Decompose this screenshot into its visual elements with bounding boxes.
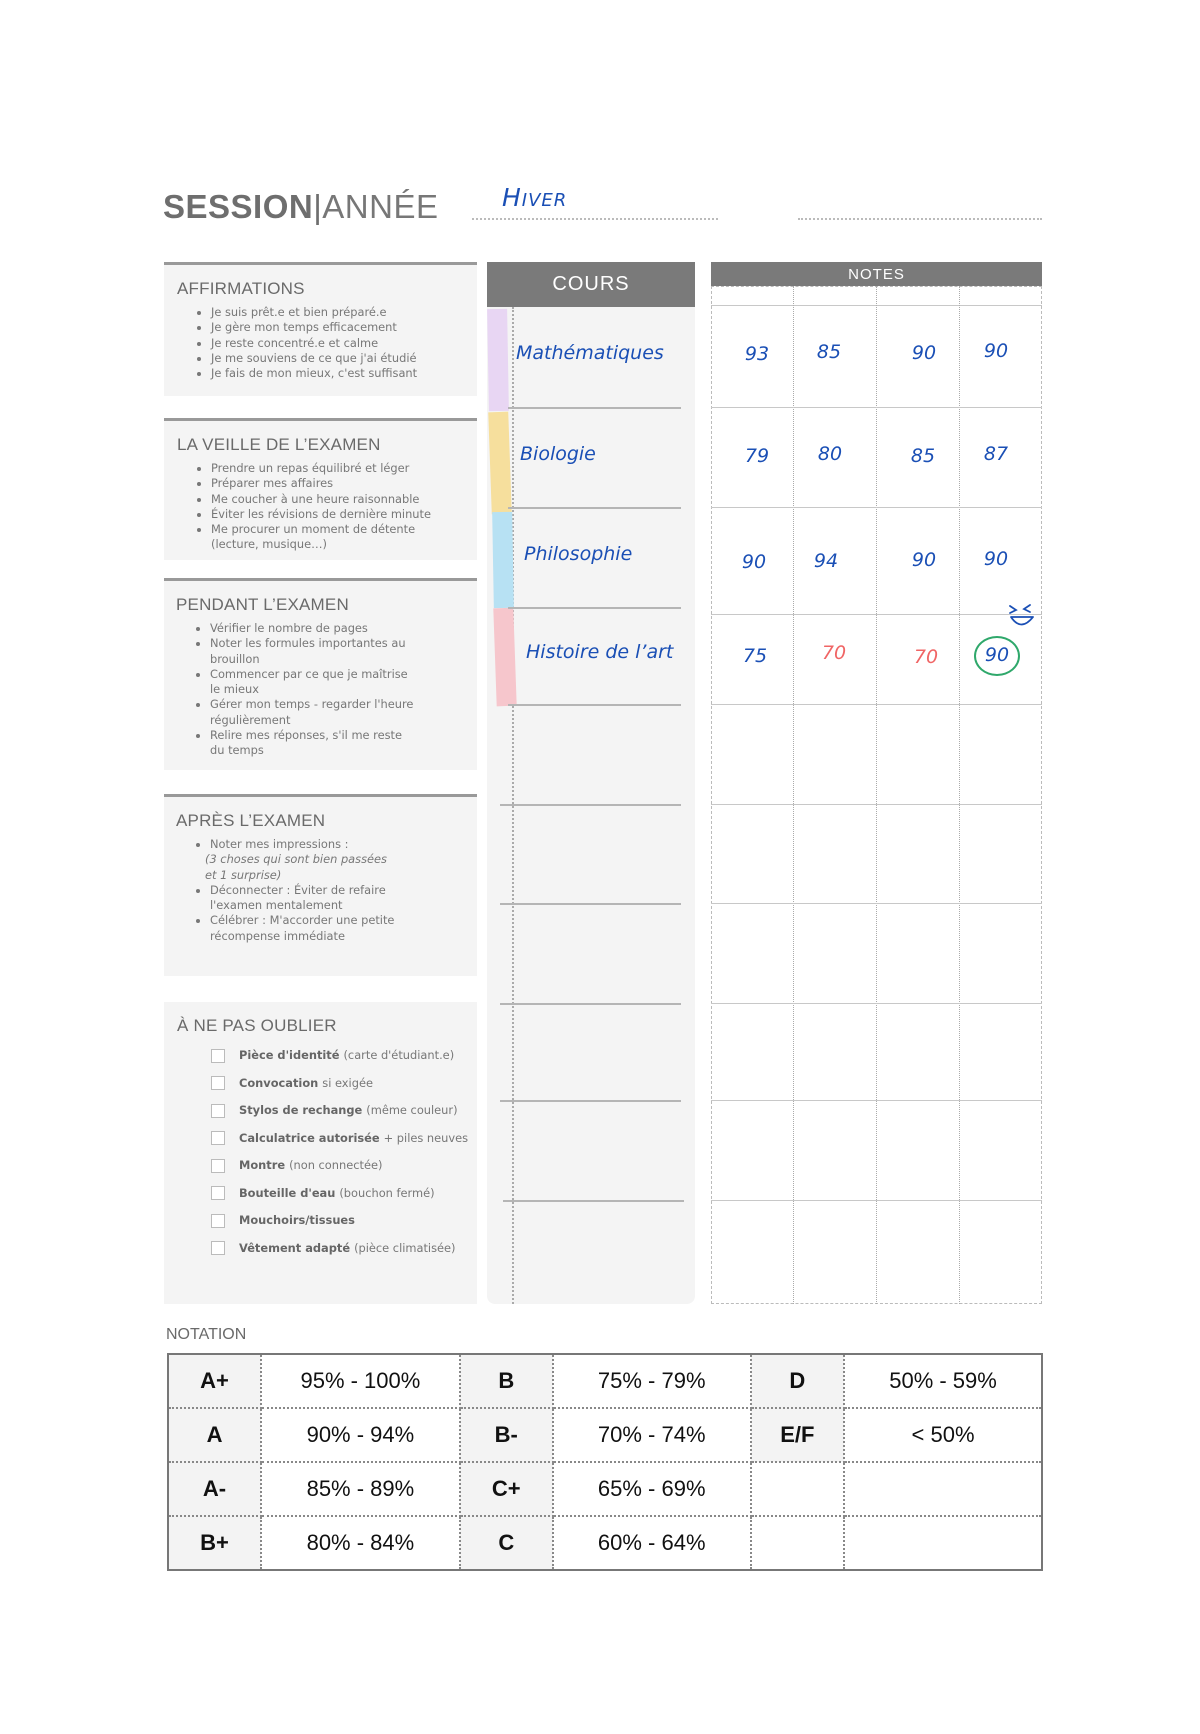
list-item: • Prendre un repas équilibré et léger bbox=[211, 461, 437, 476]
letter-grade-empty bbox=[751, 1516, 844, 1570]
color-tab-2 bbox=[488, 412, 512, 515]
course-name-4[interactable]: Histoire de l’art bbox=[526, 641, 674, 663]
grade-cell[interactable]: 93 bbox=[744, 343, 770, 365]
year-field-line[interactable] bbox=[798, 218, 1042, 220]
grade-range: 85% - 89% bbox=[261, 1462, 460, 1516]
season-field-line bbox=[472, 218, 718, 220]
course-name-3[interactable]: Philosophie bbox=[524, 543, 633, 565]
letter-grade: C bbox=[460, 1516, 553, 1570]
color-tab-3 bbox=[492, 512, 514, 608]
list-item: • Vérifier le nombre de pages bbox=[210, 621, 417, 636]
checkbox[interactable] bbox=[211, 1076, 225, 1090]
checklist-item-bold: Stylos de rechange bbox=[239, 1103, 363, 1118]
grade-highlight-circle bbox=[974, 636, 1020, 676]
checkbox[interactable] bbox=[211, 1186, 225, 1200]
title-separator: | bbox=[313, 188, 323, 225]
apres-box bbox=[164, 794, 477, 976]
list-item: • Éviter les révisions de dernière minute bbox=[211, 507, 437, 522]
checklist-item-note: (même couleur) bbox=[366, 1103, 458, 1118]
notation-title: NOTATION bbox=[166, 1326, 247, 1343]
grade-cell[interactable]: 90 bbox=[984, 644, 1010, 666]
checklist-item-bold: Vêtement adapté bbox=[239, 1240, 351, 1255]
checklist-item[interactable] bbox=[211, 1180, 477, 1208]
list-item: • Me procurer un moment de détente (lecture, musique…) bbox=[211, 522, 437, 553]
list-item: • Célébrer : M'accorder une petite récompense immédiate bbox=[210, 913, 437, 944]
letter-grade: B- bbox=[460, 1408, 553, 1462]
notes-row-line bbox=[711, 407, 1042, 408]
notes-row-line bbox=[711, 507, 1042, 508]
notes-row-line bbox=[711, 614, 1042, 615]
checklist-item-note: (non connectée) bbox=[289, 1158, 383, 1173]
course-row-line bbox=[508, 607, 681, 609]
notes-header: NOTES bbox=[711, 262, 1042, 286]
checklist-item-bold: Calculatrice autorisée bbox=[239, 1130, 380, 1145]
list-item: • Déconnecter : Éviter de refaire l'examen mentalement bbox=[210, 883, 437, 914]
letter-grade: C+ bbox=[460, 1462, 553, 1516]
list-item: • Noter les formules importantes au brouillon bbox=[210, 636, 417, 667]
checklist-box bbox=[164, 1002, 477, 1304]
grade-range: 95% - 100% bbox=[261, 1354, 460, 1408]
course-row-line bbox=[500, 1003, 681, 1005]
checklist-item-bold: Bouteille d'eau bbox=[239, 1185, 336, 1200]
veille-box bbox=[164, 418, 477, 560]
list-item: • Préparer mes affaires bbox=[211, 476, 437, 491]
page-title bbox=[163, 188, 439, 226]
affirmations-box bbox=[164, 262, 477, 396]
grade-range: 80% - 84% bbox=[261, 1516, 460, 1570]
list-item: • Je me souviens de ce que j'ai étudié bbox=[211, 351, 477, 366]
grade-cell[interactable]: 85 bbox=[910, 445, 936, 467]
table-row bbox=[168, 1462, 1042, 1516]
grade-cell[interactable]: 90 bbox=[911, 549, 937, 571]
checklist-item-note: (carte d'étudiant.e) bbox=[343, 1048, 455, 1063]
notes-row-line bbox=[711, 903, 1042, 904]
checklist-item-bold: Mouchoirs/tissues bbox=[239, 1213, 355, 1228]
grade-cell[interactable]: 90 bbox=[741, 551, 767, 573]
course-row-line bbox=[503, 1200, 684, 1202]
grade-cell[interactable]: 90 bbox=[983, 548, 1009, 570]
notes-row-line bbox=[711, 1003, 1042, 1004]
course-row-line bbox=[500, 1100, 681, 1102]
checkbox[interactable] bbox=[211, 1049, 225, 1063]
checklist-item-note: (pièce climatisée) bbox=[354, 1240, 456, 1255]
checklist-item-bold: Montre bbox=[239, 1158, 286, 1173]
apres-title: APRÈS L’EXAMEN bbox=[176, 811, 326, 830]
grade-range: 50% - 59% bbox=[844, 1354, 1042, 1408]
grade-cell[interactable]: 90 bbox=[983, 340, 1009, 362]
checklist-item[interactable] bbox=[211, 1097, 477, 1125]
grade-cell[interactable]: 75 bbox=[742, 645, 768, 667]
letter-grade: E/F bbox=[751, 1408, 844, 1462]
checkbox[interactable] bbox=[211, 1104, 225, 1118]
checklist-item-bold: Pièce d'identité bbox=[239, 1048, 340, 1063]
notes-col-divider bbox=[959, 286, 960, 1304]
letter-grade: A bbox=[168, 1408, 261, 1462]
session-label: SESSION bbox=[163, 188, 314, 225]
checkbox[interactable] bbox=[211, 1131, 225, 1145]
course-row-line bbox=[508, 407, 681, 409]
table-row bbox=[168, 1354, 1042, 1408]
affirmations-list bbox=[177, 305, 477, 381]
laughing-face-icon bbox=[1006, 602, 1038, 636]
course-row-line bbox=[508, 704, 681, 706]
affirmations-title: AFFIRMATIONS bbox=[177, 279, 305, 298]
veille-list bbox=[177, 461, 477, 553]
grade-cell[interactable]: 80 bbox=[817, 443, 843, 465]
grade-cell[interactable]: 79 bbox=[744, 445, 770, 467]
checklist bbox=[177, 1042, 477, 1262]
grade-range: 60% - 64% bbox=[553, 1516, 751, 1570]
grade-cell[interactable]: 87 bbox=[983, 443, 1009, 465]
letter-grade: B bbox=[460, 1354, 553, 1408]
grade-range: 65% - 69% bbox=[553, 1462, 751, 1516]
checkbox[interactable] bbox=[211, 1214, 225, 1228]
list-item: • Relire mes réponses, s'il me reste du temps bbox=[210, 728, 417, 759]
checklist-item[interactable] bbox=[211, 1070, 477, 1098]
list-item: • Je fais de mon mieux, c'est suffisant bbox=[211, 366, 477, 381]
checklist-item-note: + piles neuves bbox=[383, 1130, 469, 1145]
notes-col-divider bbox=[876, 286, 877, 1304]
list-item bbox=[205, 837, 437, 883]
course-name-1[interactable]: Mathématiques bbox=[516, 342, 664, 364]
list-item: • Je gère mon temps efficacement bbox=[211, 320, 477, 335]
notes-row-line bbox=[711, 1200, 1042, 1201]
pendant-box bbox=[164, 578, 477, 770]
grade-range-empty bbox=[844, 1462, 1042, 1516]
list-item: • Me coucher à une heure raisonnable bbox=[211, 492, 437, 507]
grade-range: 90% - 94% bbox=[261, 1408, 460, 1462]
grade-cell[interactable]: 90 bbox=[911, 342, 937, 364]
checklist-item[interactable] bbox=[211, 1152, 477, 1180]
list-item: • Je reste concentré.e et calme bbox=[211, 336, 477, 351]
checkbox[interactable] bbox=[211, 1159, 225, 1173]
checklist-item[interactable] bbox=[211, 1207, 477, 1235]
course-name-2[interactable]: Biologie bbox=[520, 443, 596, 465]
course-row-line bbox=[500, 804, 681, 806]
checkbox[interactable] bbox=[211, 1241, 225, 1255]
pendant-title: PENDANT L’EXAMEN bbox=[176, 595, 349, 614]
checklist-item[interactable] bbox=[211, 1125, 477, 1153]
color-tab-4 bbox=[493, 608, 516, 707]
checklist-item-bold: Convocation bbox=[239, 1075, 319, 1090]
letter-grade-empty bbox=[751, 1462, 844, 1516]
apres-item-1-note: (3 choses qui sont bien passées et 1 surprise) bbox=[205, 852, 387, 882]
grade-cell[interactable]: 70 bbox=[913, 646, 939, 668]
notes-row-line bbox=[711, 704, 1042, 705]
notes-col-divider bbox=[793, 286, 794, 1304]
veille-title: LA VEILLE DE L’EXAMEN bbox=[177, 435, 381, 454]
letter-grade: D bbox=[751, 1354, 844, 1408]
table-row bbox=[168, 1516, 1042, 1570]
notes-row-line bbox=[711, 1100, 1042, 1101]
grade-range: 75% - 79% bbox=[553, 1354, 751, 1408]
checklist-title: À NE PAS OUBLIER bbox=[177, 1016, 337, 1035]
checklist-item[interactable] bbox=[211, 1042, 477, 1070]
letter-grade: A+ bbox=[168, 1354, 261, 1408]
grade-range-empty bbox=[844, 1516, 1042, 1570]
pendant-list bbox=[176, 621, 477, 759]
course-row-line bbox=[500, 903, 681, 905]
letter-grade: B+ bbox=[168, 1516, 261, 1570]
letter-grade: A- bbox=[168, 1462, 261, 1516]
notes-row-line bbox=[711, 804, 1042, 805]
checklist-item-note: si exigée bbox=[322, 1075, 373, 1090]
grade-cell[interactable]: 70 bbox=[821, 642, 847, 664]
season-field-value[interactable]: Hiver bbox=[502, 183, 568, 212]
checklist-item[interactable] bbox=[211, 1235, 477, 1263]
course-row-line bbox=[508, 507, 681, 509]
checklist-item-note: (bouchon fermé) bbox=[339, 1185, 435, 1200]
grade-cell[interactable]: 85 bbox=[816, 341, 842, 363]
grade-cell[interactable]: 94 bbox=[813, 550, 839, 572]
color-tab-1 bbox=[487, 309, 509, 411]
list-item: • Je suis prêt.e et bien préparé.e bbox=[211, 305, 477, 320]
grade-range: 70% - 74% bbox=[553, 1408, 751, 1462]
year-label: ANNÉE bbox=[322, 188, 439, 225]
grade-range: < 50% bbox=[844, 1408, 1042, 1462]
cours-column bbox=[487, 262, 695, 1304]
cours-header: COURS bbox=[487, 262, 695, 307]
grading-scale-table bbox=[167, 1353, 1043, 1571]
apres-item-1: Noter mes impressions : bbox=[210, 837, 349, 851]
apres-list bbox=[176, 837, 477, 944]
list-item: • Commencer par ce que je maîtrise le mieux bbox=[210, 667, 417, 698]
list-item: • Gérer mon temps - regarder l'heure régulièrement bbox=[210, 697, 417, 728]
table-row bbox=[168, 1408, 1042, 1462]
